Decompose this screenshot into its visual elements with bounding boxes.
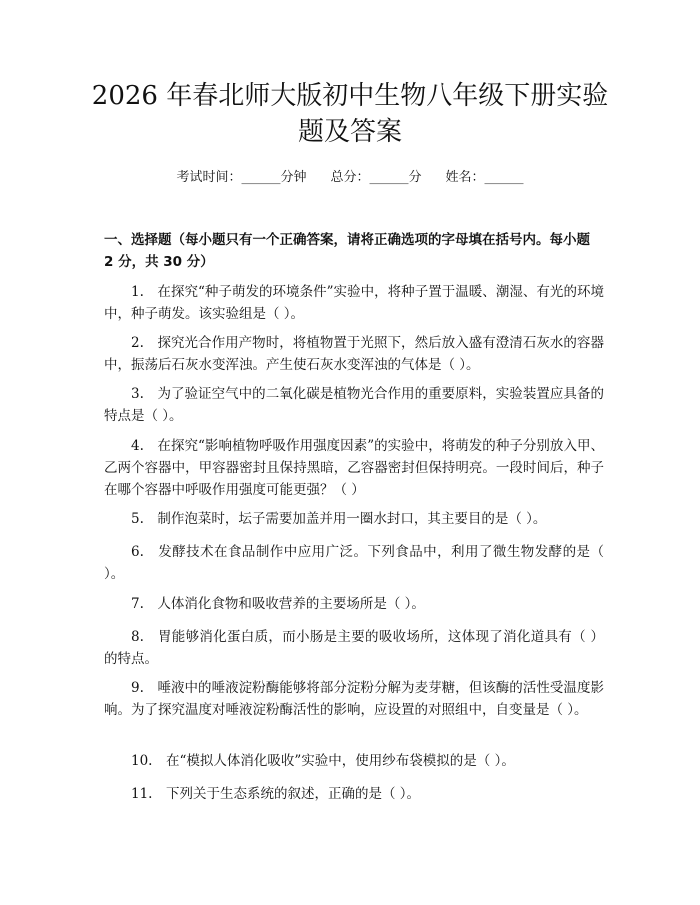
question-4: 4. 在探究“影响植物呼吸作用强度因素”的实验中，将萌发的种子分别放入甲、乙两个容器中，甲容器密封且保持黑暗，乙容器密封但保持明亮。一段时间后，种子在哪个容器中呼吸作用强度可能更强？（ ） <box>104 438 604 498</box>
total-score-label: 总分：______分 <box>330 170 422 185</box>
question-10: 10. 在“模拟人体消化吸收”实验中，使用纱布袋模拟的是（ ）。 <box>131 753 515 769</box>
exam-time-label: 考试时间：______分钟 <box>176 170 307 185</box>
name-label: 姓名：______ <box>445 170 524 185</box>
exam-info-line <box>0 168 700 188</box>
question-11: 11. 下列关于生态系统的叙述，正确的是（ ）。 <box>131 786 421 802</box>
question-9: 9. 唾液中的唾液淀粉酶能够将部分淀粉分解为麦芽糖，但该酶的活性受温度影响。为了探究温度对唾液淀粉酶活性的影响，应设置的对照组中，自变量是（ ）。 <box>104 680 604 718</box>
section-heading-choice: 一、选择题（每小题只有一个正确答案，请将正确选项的字母填在括号内。每小题 2 分，共 30 分） <box>104 232 590 270</box>
question-8: 8. 胃能够消化蛋白质，而小肠是主要的吸收场所，这体现了消化道具有（ ）的特点。 <box>104 629 604 667</box>
question-2: 2. 探究光合作用产物时，将植物置于光照下，然后放入盛有澄清石灰水的容器中，振荡后石灰水变浑浊。产生使石灰水变浑浊的气体是（ ）。 <box>104 335 604 373</box>
question-5: 5. 制作泡菜时，坛子需要加盖并用一圈水封口，其主要目的是（ ）。 <box>131 511 547 527</box>
question-6: 6. 发酵技术在食品制作中应用广泛。下列食品中，利用了微生物发酵的是（ ）。 <box>104 544 604 582</box>
document-title: 2026 年春北师大版初中生物八年级下册实验题及答案 <box>91 81 609 147</box>
question-3: 3. 为了验证空气中的二氧化碳是植物光合作用的重要原料，实验装置应具备的特点是（ ）。 <box>104 386 604 424</box>
question-7: 7. 人体消化食物和吸收营养的主要场所是（ ）。 <box>131 596 425 612</box>
question-1: 1. 在探究“种子萌发的环境条件”实验中，将种子置于温暖、潮湿、有光的环境中，种子萌发。该实验组是（ ）。 <box>104 284 604 322</box>
